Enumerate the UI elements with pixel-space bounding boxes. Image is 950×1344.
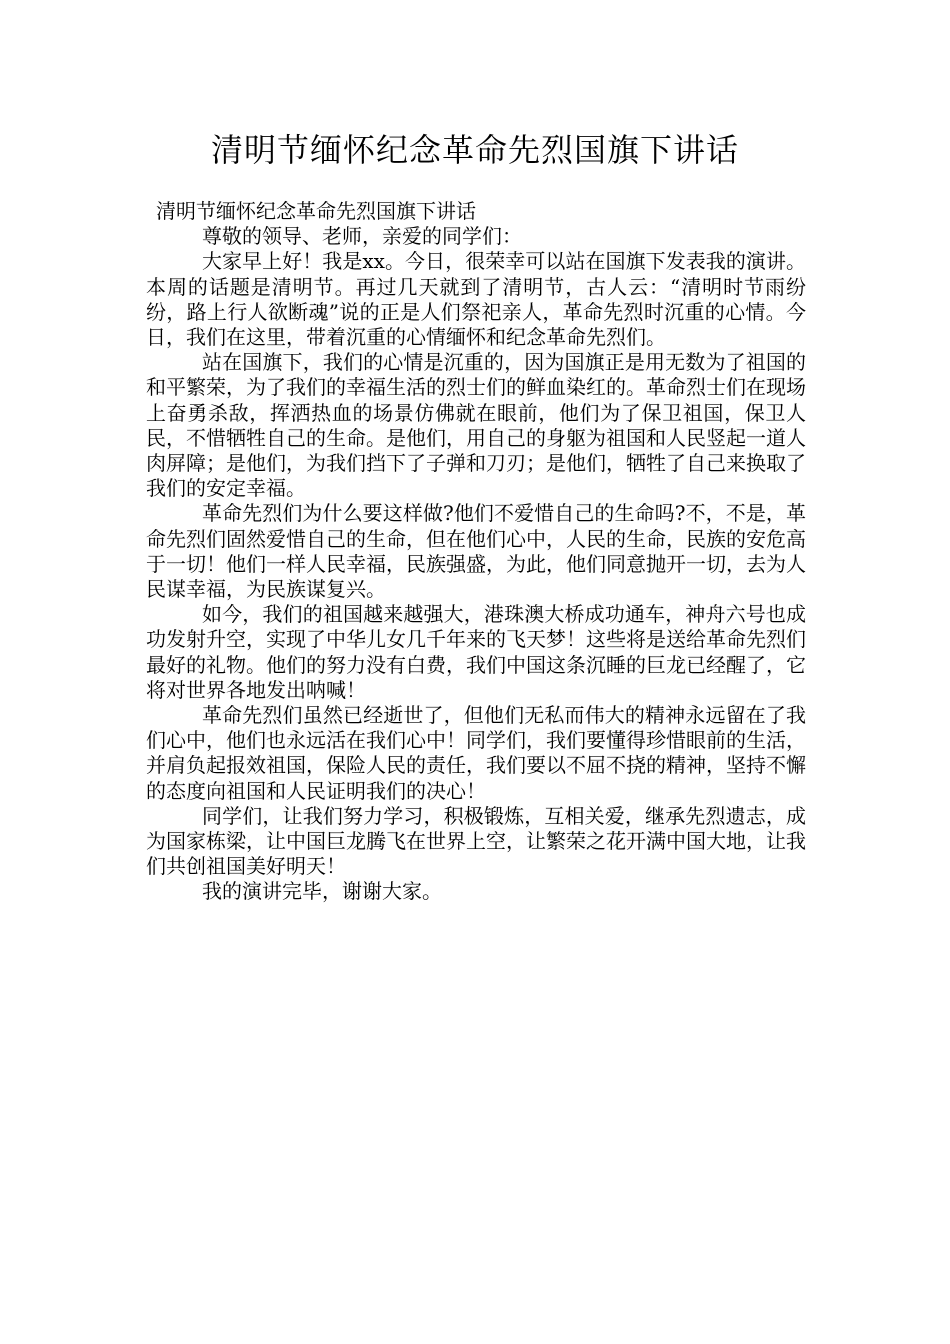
paragraph-spirit: 革命先烈们虽然已经逝世了，但他们无私而伟大的精神永远留在了我们心中，他们也永远活在我们心中！同学们，我们要懂得珍惜眼前的生活，并肩负起报效祖国，保险人民的责任，我们要以不屈不挠的精神，坚持不懈的态度向祖国和人民证明我们的决心！ xyxy=(146,703,806,803)
paragraph-closing: 我的演讲完毕，谢谢大家。 xyxy=(202,879,442,904)
document-title: 清明节缅怀纪念革命先烈国旗下讲话 xyxy=(210,131,739,169)
paragraph-flag: 站在国旗下，我们的心情是沉重的，因为国旗正是用无数为了祖国的和平繁荣，为了我们的幸福生活的烈士们的鲜血染红的。革命烈士们在现场上奋勇杀敌，挥洒热血的场景仿佛就在眼前，他们为了保卫祖国，保卫人民，不惜牺牲自己的生命。是他们，用自己的身躯为祖国和人民竖起一道人肉屏障；是他们，为我们挡下了子弹和刀刃；是他们，牺牲了自己来换取了我们的安定幸福。 xyxy=(146,350,806,501)
paragraph-today: 如今，我们的祖国越来越强大，港珠澳大桥成功通车，神舟六号也成功发射升空，实现了中华儿女几千年来的飞天梦！这些将是送给革命先烈们最好的礼物。他们的努力没有白费，我们中国这条沉睡的巨龙已经醒了，它将对世界各地发出呐喊！ xyxy=(146,602,806,702)
paragraph-introduction: 大家早上好！我是xx。今日，很荣幸可以站在国旗下发表我的演讲。本周的话题是清明节。再过几天就到了清明节，古人云：“清明时节雨纷纷，路上行人欲断魂”说的正是人们祭祀亲人，革命先烈时沉重的心情。今日，我们在这里，带着沉重的心情缅怀和纪念革命先烈们。 xyxy=(146,249,806,350)
paragraph-greeting: 尊敬的领导、老师，亲爱的同学们： xyxy=(202,224,522,249)
document-body xyxy=(146,199,806,905)
document-subtitle: 清明节缅怀纪念革命先烈国旗下讲话 xyxy=(156,199,476,223)
paragraph-why: 革命先烈们为什么要这样做?他们不爱惜自己的生命吗?不，不是，革命先烈们固然爱惜自己的生命，但在他们心中，人民的生命，民族的安危高于一切！他们一样人民幸福，民族强盛，为此，他们同意抛开一切，去为人民谋幸福，为民族谋复兴。 xyxy=(146,501,806,602)
paragraph-call-to-action: 同学们，让我们努力学习，积极锻炼，互相关爱，继承先烈遗志，成为国家栋梁，让中国巨龙腾飞在世界上空，让繁荣之花开满中国大地，让我们共创祖国美好明天！ xyxy=(146,803,806,879)
